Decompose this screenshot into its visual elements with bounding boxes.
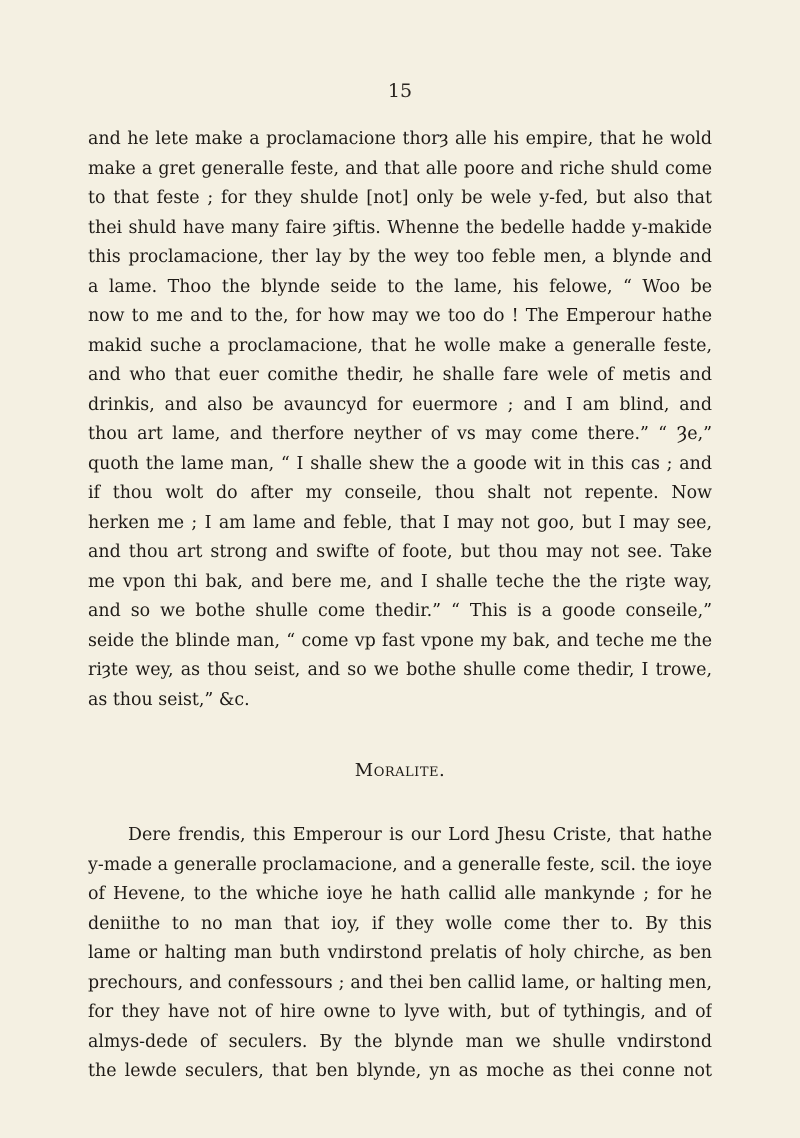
text-line: herken me ; I am lame and feble, that I may not goo, but I may see, xyxy=(88,512,712,533)
text-line: seide the blinde man, “ come vp fast vpone my bak, and teche me the xyxy=(88,630,712,651)
page-number: 15 xyxy=(387,80,413,102)
text-line: almys-dede of seculers. By the blynde man we shulle vndirstond xyxy=(88,1031,712,1052)
text-line: and thou art strong and swifte of foote, but thou may not see. Take xyxy=(88,542,712,562)
text-line: and he lete make a proclamacione thorȝ alle his empire, that he wold xyxy=(88,129,712,149)
text-line: and who that euer comithe thedir, he shalle fare wele of metis and xyxy=(88,365,712,385)
text-line: to that feste ; for they shulde [not] only be wele y-fed, but also that xyxy=(88,188,712,208)
text-line: prechours, and confessours ; and thei ben callid lame, or halting men, xyxy=(88,972,712,993)
text-line: riȝte wey, as thou seist, and so we bothe shulle come thedir, I trowe, xyxy=(88,660,712,680)
text-line: thei shuld have many faire ȝiftis. Whenne the bedelle hadde y-makide xyxy=(88,217,712,238)
text-line: drinkis, and also be avauncyd for euermore ; and I am blind, and xyxy=(88,394,712,415)
narrative-paragraph xyxy=(88,125,712,715)
text-line: make a gret generalle feste, and that alle poore and riche shuld come xyxy=(88,158,712,179)
text-line: and so we bothe shulle come thedir.” “ This is a goode conseile,” xyxy=(88,601,712,621)
text-line: deniithe to no man that ioy, if they wolle come ther to. By this xyxy=(88,913,712,934)
moralite-paragraph xyxy=(88,821,712,1087)
text-line: if thou wolt do after my conseile, thou shalt not repente. Now xyxy=(88,483,712,503)
text-line: me vpon thi bak, and bere me, and I shalle teche the the riȝte way, xyxy=(88,571,712,592)
text-line: a lame. Thoo the blynde seide to the lame, his felowe, “ Woo be xyxy=(88,276,712,297)
text-line: thou art lame, and therfore neyther of vs may come there.” “ Ȝe,” xyxy=(88,424,712,444)
text-line: of Hevene, to the whiche ioye he hath callid alle mankynde ; for he xyxy=(88,884,712,904)
text-line: makid suche a proclamacione, that he wolle make a generalle feste, xyxy=(88,335,712,356)
text-line: y-made a generalle proclamacione, and a generalle feste, scil. the ioye xyxy=(88,854,712,875)
text-line: for they have not of hire owne to lyve with, but of tythingis, and of xyxy=(88,1002,712,1022)
text-line: lame or halting man buth vndirstond prelatis of holy chirche, as ben xyxy=(88,943,712,963)
text-line: this proclamacione, ther lay by the wey too feble men, a blynde and xyxy=(88,247,712,267)
section-heading: Moralite. xyxy=(354,760,446,781)
text-line: quoth the lame man, “ I shalle shew the a goode wit in this cas ; and xyxy=(88,453,712,474)
text-line: the lewde seculers, that ben blynde, yn as moche as thei conne not xyxy=(88,1061,712,1081)
text-line: Dere frendis, this Emperour is our Lord Jhesu Criste, that hathe xyxy=(128,825,712,845)
text-line: now to me and to the, for how may we too do ! The Emperour hathe xyxy=(88,306,712,326)
text-line: as thou seist,” &c. xyxy=(88,689,250,710)
